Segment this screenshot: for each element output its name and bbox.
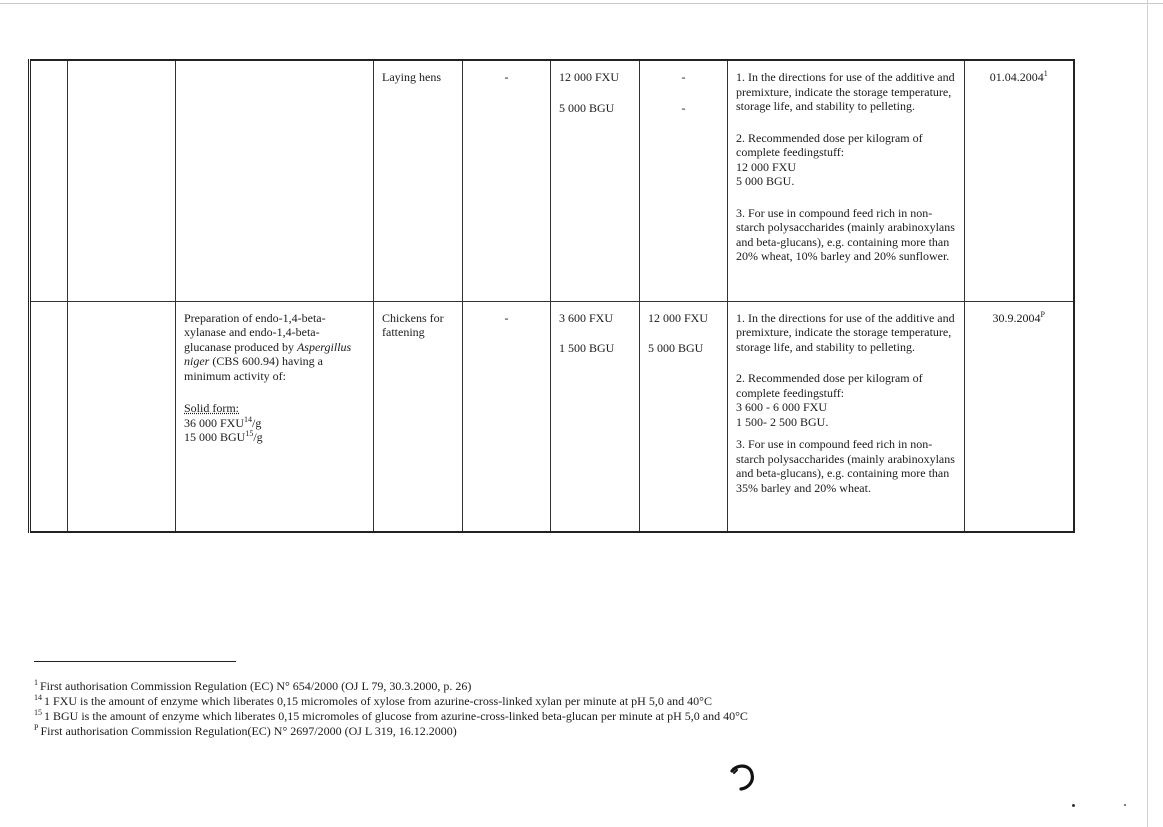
registration-number-cell (30, 301, 68, 532)
scan-speck (1124, 804, 1126, 806)
provisions-cell (728, 301, 965, 532)
table-row (30, 60, 1074, 301)
table-row (30, 301, 1074, 532)
solid-form-label: Solid form: (184, 401, 240, 415)
registration-number-cell (30, 60, 68, 301)
chemical-formula-cell (176, 301, 374, 532)
footnote-mark-15: 15 (245, 429, 254, 438)
min-content-cell (551, 301, 640, 532)
activity-fxu: 36 000 FXU$^{14}$/g (184, 414, 262, 430)
scan-top-edge (0, 3, 1163, 4)
max-content-cell (640, 301, 728, 532)
species-cell (374, 60, 463, 301)
additives-table (28, 59, 1075, 533)
footnote: $^{15}$ 1 BGU is the amount of enzyme which liberates 0,15 micromoles of glucose from azurine-cross-linked beta-glucan per minute at pH 5,0 and 40°C (34, 708, 748, 723)
provision-2 (736, 131, 956, 189)
min-content-fxu: 3 600 FXU (559, 310, 614, 325)
max-content-bgu: 5 000 BGU (648, 341, 704, 355)
period-text: 01.04.2004 (989, 70, 1044, 84)
provision-2-bgu: 1 500- 2 500 BGU. (736, 414, 829, 429)
preparation-description: Preparation of endo-1,4-beta-xylanase and endo-1,4-beta-glucanase produced by Aspergillus niger (CBS 600.94) having a minimum activity of: (184, 310, 352, 383)
provision-2-fxu: 12 000 FXU (736, 159, 797, 174)
species-text: Laying hens (382, 70, 441, 84)
provision-2-bgu: 5 000 BGU. (736, 174, 795, 188)
provision-2-fxu: 3 600 - 6 000 FXU (736, 400, 828, 414)
authorisation-period-cell (965, 301, 1074, 532)
min-content-bgu: 1 500 BGU (559, 341, 615, 355)
provision-2 (736, 371, 956, 429)
period-footnote-mark: 1 (1043, 69, 1048, 78)
max-age-cell (463, 60, 551, 301)
footnote: $^{14}$ 1 FXU is the amount of enzyme which liberates 0,15 micromoles of xylose from azurine-cross-linked xylan per minute at pH 5,0 and 40°C (34, 693, 712, 708)
max-content-fxu: 12 000 FXU (648, 310, 709, 325)
provisions-cell (728, 60, 965, 301)
period-text: 30.9.2004 (992, 310, 1041, 325)
provision-2-intro: 2. Recommended dose per kilogram of complete feedingstuff: (736, 371, 923, 400)
max-content-bgu: - (681, 100, 686, 115)
provision-2-intro: 2. Recommended dose per kilogram of complete feedingstuff: (736, 130, 923, 159)
footnote: $^P$ First authorisation Commission Regulation(EC) N° 2697/2000 (OJ L 319, 16.12.2000) (34, 723, 457, 738)
max-age-text: - (504, 70, 509, 84)
max-age-cell (463, 301, 551, 532)
scan-speck (1072, 804, 1075, 807)
scan-right-edge (1147, 0, 1148, 827)
min-content-fxu: 12 000 FXU (559, 70, 620, 84)
footnotes (34, 679, 934, 739)
period-footnote-mark: P (1040, 309, 1045, 319)
organism-name: Aspergillus niger (184, 339, 352, 368)
footnote-mark-14: 14 (244, 414, 253, 424)
species-cell (374, 301, 463, 532)
footnote: $^1$ First authorisation Commission Regulation (EC) N° 654/2000 (OJ L 79, 30.3.2000, p. 26) (34, 678, 472, 693)
provision-3: 3. For use in compound feed rich in non-starch polysaccharides (mainly arabinoxylans and beta-glucans), e.g. containing more than 20% wheat, 10% barley and 20% sunflower. (736, 205, 955, 263)
additive-name-cell (68, 60, 176, 301)
additive-name-cell (68, 301, 176, 532)
species-text: Chickens for fattening (382, 310, 444, 339)
footnote-separator (34, 661, 236, 662)
authorisation-period-cell (965, 60, 1074, 301)
provision-1: 1. In the directions for use of the additive and premixture, indicate the storage temperature, storage life, and stability to pelleting. (736, 70, 955, 113)
activity-bgu: 15 000 BGU$^{15}$/g (184, 429, 263, 444)
page-mark-icon (728, 762, 758, 792)
max-content-fxu: - (681, 70, 686, 84)
min-content-cell (551, 60, 640, 301)
min-content-bgu: 5 000 BGU (559, 100, 615, 115)
max-age-text: - (504, 310, 509, 325)
provision-3: 3. For use in compound feed rich in non-starch polysaccharides (mainly arabinoxylans and beta-glucans), e.g. containing more than 35% barley and 20% wheat. (736, 437, 955, 495)
chemical-formula-cell (176, 60, 374, 301)
max-content-cell (640, 60, 728, 301)
provision-1: 1. In the directions for use of the additive and premixture, indicate the storage temperature, storage life, and stability to pelleting. (736, 310, 955, 354)
